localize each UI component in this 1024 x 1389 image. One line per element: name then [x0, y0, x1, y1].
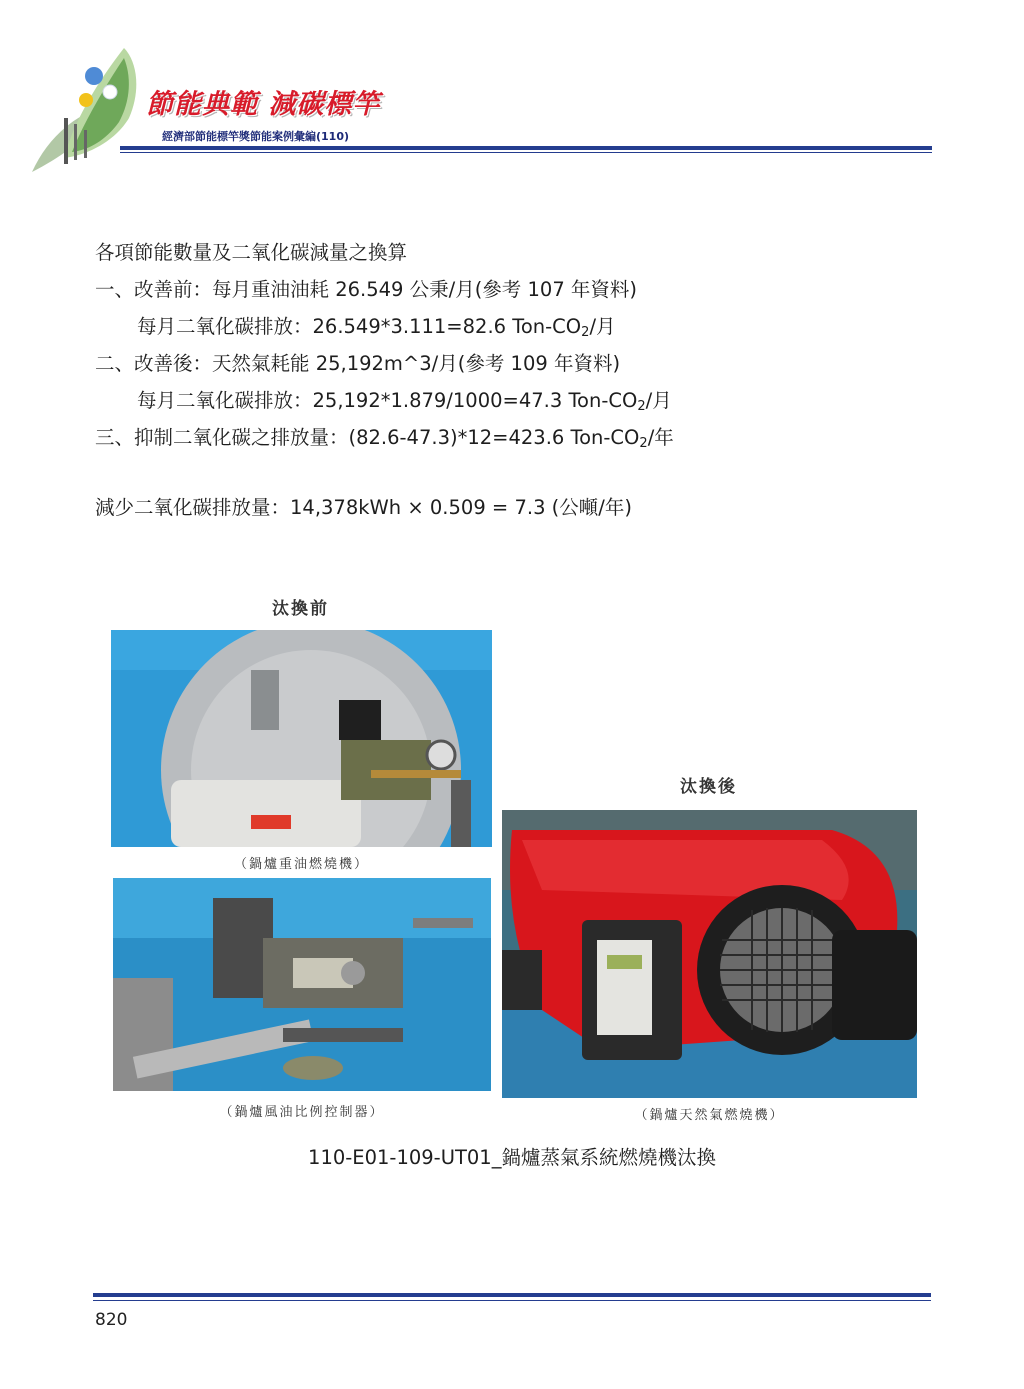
before-emission-line	[95, 308, 925, 345]
summary-line: 減少二氧化碳排放量：14,378kWh × 0.509 = 7.3 (公噸/年)	[95, 496, 632, 519]
before-title: 汰換前	[272, 599, 329, 619]
photo1-caption: （鍋爐重油燃燒機）	[233, 857, 369, 872]
after-consumption-line: 二、改善後：天然氣耗能 25,192m^3/月(參考 109 年資料)	[95, 352, 621, 375]
footer-divider-thin	[93, 1300, 931, 1301]
photo2-caption: （鍋爐風油比例控制器）	[219, 1105, 385, 1120]
section-heading: 各項節能數量及二氧化碳減量之換算	[95, 241, 408, 264]
after-emission-text: 每月二氧化碳排放：25,192*1.879/1000=47.3 Ton-CO	[137, 389, 638, 412]
before-consumption-line: 一、改善前：每月重油油耗 26.549 公秉/月(參考 107 年資料)	[95, 278, 638, 301]
photo3-caption: （鍋爐天然氣燃燒機）	[634, 1108, 785, 1123]
reduction-line	[95, 419, 925, 456]
figure-caption: 110-E01-109-UT01_鍋爐蒸氣系統燃燒機汰換	[308, 1146, 716, 1169]
page-number: 820	[95, 1310, 128, 1330]
per-month-unit: /月	[645, 389, 672, 412]
reduction-text: 三、抑制二氧化碳之排放量：(82.6-47.3)*12=423.6 Ton-CO	[95, 426, 640, 449]
co2-subscript: 2	[639, 436, 648, 451]
after-emission-line	[95, 382, 925, 419]
co2-subscript: 2	[637, 399, 646, 414]
per-month-unit: /月	[589, 315, 616, 338]
brand-subtitle: 經濟部節能標竿獎節能案例彙編(110)	[162, 130, 350, 143]
after-title: 汰換後	[680, 777, 737, 797]
per-year-unit: /年	[647, 426, 674, 449]
photo-natural-gas-burner	[502, 810, 917, 1098]
brand-title: 節能典範 減碳標竿	[146, 89, 381, 120]
photo-heavy-oil-burner	[111, 630, 492, 847]
footer-divider	[93, 1293, 931, 1297]
co2-subscript: 2	[581, 325, 590, 340]
calculation-section	[95, 234, 925, 526]
header-divider-thin	[120, 152, 932, 153]
photo-air-fuel-controller	[113, 878, 491, 1091]
header-divider	[120, 146, 932, 150]
before-emission-text: 每月二氧化碳排放：26.549*3.111=82.6 Ton-CO	[137, 315, 582, 338]
